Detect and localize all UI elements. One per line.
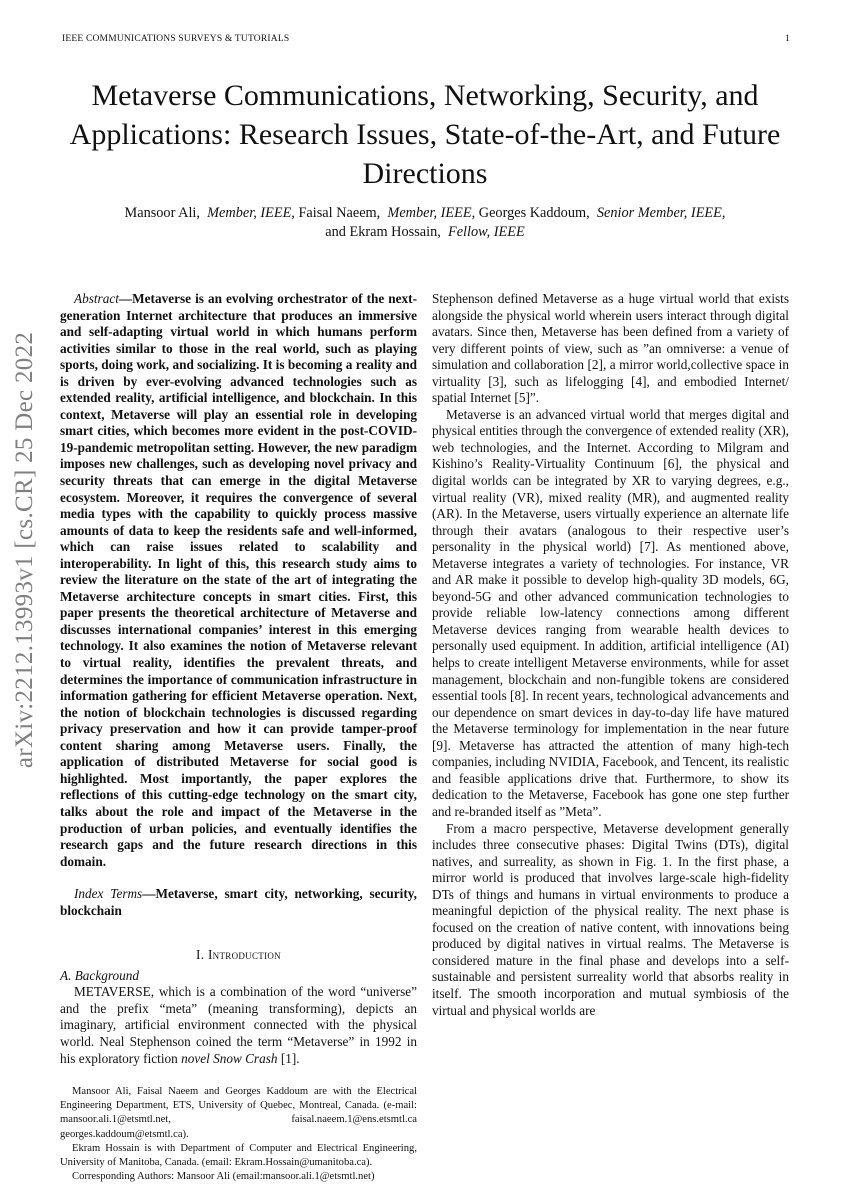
- paper-title: Metaverse Communications, Networking, Security, and Applications: Research Issues, State-of-the-Art, and Future Directions: [69, 79, 781, 190]
- right-column: [432, 291, 789, 1019]
- author-name: Georges Kaddoum,: [478, 205, 590, 221]
- subsection-heading: A. Background: [60, 967, 139, 983]
- body-text: METAVERSE, which is a combination of the word “universe” and the prefix “meta” (meaning transforming), depicts an imaginary, artificial environment connected with the physical world. Neal Stephenson coined the term “Metaverse” in 1992 in his exploratory fiction: [60, 984, 417, 1066]
- author-role: Member, IEEE,: [387, 205, 476, 221]
- index-terms: [60, 886, 417, 919]
- body-paragraph: Metaverse is an advanced virtual world that merges digital and physical entities through the convergence of extended reality (XR), web technologies, and the Internet. According to Milgram and Kishino’s Reality-Virtuality Continuum [6], the physical and digital worlds can be integrated by XR to varying degrees, e.g., virtual reality (VR), mixed reality (MR), and augmented reality (AR). In the Metaverse, users virtually experience an alternate life through their avatars (analogous to their respective user’s personality in the physical world) [7]. As mentioned above, Metaverse integrates a variety of technologies. For instance, VR and AR make it possible to develop high-quality 3D models, 6G, beyond-5G and other advanced communication technologies to provide reliable low-latency connections among different Metaverse devices ranging from wearable health devices to personally used equipment. In addition, artificial intelligence (AI) helps to create intelligent Metaverse environments, while for asset management, blockchain and non-fungible tokens are considered essential tools [8]. In recent years, technological advancements and our dependence on smart devices in day-to-day life have matured the Metaverse terminology for implementation in the near future [9]. Metaverse has attracted the attention of many high-tech companies, including NVIDIA, Facebook, and Tencent, its realistic and feasible applications drive that. Furthermore, to show its dedication to the Metaverse, Facebook has gone one step further and re-branded itself as ”Meta”.: [432, 406, 789, 819]
- abstract-label: Abstract: [74, 291, 119, 306]
- left-column: [60, 291, 417, 1184]
- author-name: and Ekram Hossain,: [325, 224, 441, 240]
- author-name: Mansoor Ali,: [124, 205, 200, 221]
- footnote: Corresponding Authors: Mansoor Ali (email:mansoor.ali.1@etsmtl.net): [72, 1171, 375, 1183]
- index-terms-label: Index Terms: [74, 886, 143, 902]
- index-terms-text: —Metaverse, smart city, networking, security, blockchain: [60, 886, 417, 918]
- author-role: Member, IEEE,: [207, 205, 295, 221]
- abstract-text: —Metaverse is an evolving orchestrator of the next-generation Internet architecture that produces an immersive and self-adapting virtual world in which humans perform activities similar to those in the real world, such as playing sports, doing work, and socializing. It is becoming a reality and is driven by ever-evolving advanced technologies such as extended reality, artificial intelligence, and blockchain. In this context, Metaverse will play an essential role in developing smart cities, which becomes more evident in the post-COVID-19-pandemic metropolitan setting. However, the new paradigm imposes new challenges, such as developing novel privacy and security threats that can emerge in the digital Metaverse ecosystem. Moreover, it requires the convergence of several media types with the capability to quickly process massive amounts of data to keep the residents safe and well-informed, which can raise issues related to scalability and interoperability. In light of this, this research study aims to review the literature on the state of the art of integrating the Metaverse architecture concepts in smart cities. First, this paper presents the theoretical architecture of Metaverse and discusses international companies’ interest in this emerging technology. It also examines the notion of Metaverse relevant to virtual reality, identifies the prevalent threats, and determines the importance of communication infrastructure in information gathering for efficient Metaverse operation. Next, the notion of blockchain technologies is discussed regarding privacy preservation and how it can provide tamper-proof content sharing among Metaverse users. Finally, the application of distributed Metaverse for social good is highlighted. Most importantly, the paper explores the reflections of this cutting-edge technology on the smart city, talks about the role and impact of the Metaverse in the production of urban policies, and eventually identifies the research gaps and the future research directions in this domain.: [60, 291, 417, 869]
- author-role: Senior Member, IEEE,: [596, 205, 726, 221]
- section-title: Introduction: [207, 947, 281, 963]
- body-paragraph: From a macro perspective, Metaverse development generally includes three consecutive phases: Digital Twins (DTs), digital natives, and surreality, as shown in Fig. 1. In the first phase, a mirror world is produced that involves large-scale high-fidelity DTs of things and humans in virtual environments to produce a meaningful depiction of the physical reality. The next phase is focused on the creation of native content, with innovations being produced by digital natives in virtual realms. The Metaverse is considered mature in the final phase and develops into a self-sustainable and persistent surreality world that absorbs reality in itself. The smooth incorporation and mutual symbiosis of the virtual and physical worlds are: [432, 820, 789, 1018]
- body-paragraph: Stephenson defined Metaverse as a huge virtual world that exists alongside the physical world wherein users interact through digital avatars. Since then, Metaverse has been defined from a variety of very different points of view, such as ”an omniverse: a venue of simulation and collaboration [2], a mirror world,collective space in virtuality [3], such as lifelogging [4], and embodied Internet/ spatial Internet [5]”.: [432, 291, 789, 406]
- book-title: novel Snow Crash: [181, 1050, 278, 1066]
- footnote: Mansoor Ali, Faisal Naeem and Georges Kaddoum are with the Electrical Engineering Department, ETS, University of Quebec, Montreal, Canada. (e-mail: mansoor.ali.1@etsmtl.net, faisal.naeem.1@ens.etsmtl.ca georges.kaddoum@etsmtl.ca).: [60, 1086, 417, 1140]
- author-role: Fellow, IEEE: [447, 224, 525, 240]
- footnote: Ekram Hossain is with Department of Computer and Electrical Engineering, University of Manitoba, Canada. (email: Ekram.Hossain@umanitoba.ca).: [60, 1142, 417, 1169]
- section-number: I.: [196, 947, 208, 963]
- running-header: IEEE COMMUNICATIONS SURVEYS & TUTORIALS: [62, 34, 290, 44]
- author-name: Faisal Naeem,: [298, 205, 381, 221]
- page-number: 1: [785, 34, 790, 44]
- body-text: [1].: [277, 1050, 300, 1066]
- abstract: [60, 291, 417, 870]
- arxiv-stamp: arXiv:2212.13993v1 [cs.CR] 25 Dec 2022: [11, 331, 38, 769]
- author-list: [40, 204, 810, 242]
- body-paragraph: [60, 984, 417, 1067]
- section-heading: [60, 947, 417, 964]
